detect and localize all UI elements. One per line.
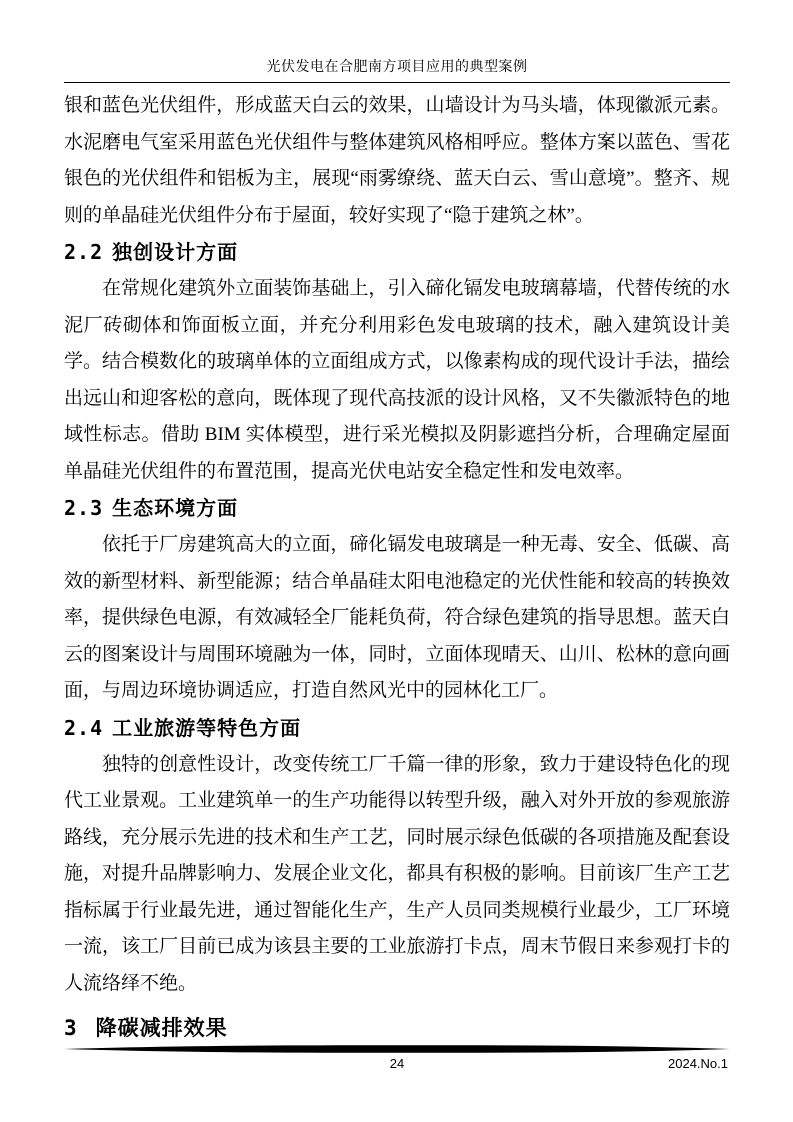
- footer-text-row: [64, 1055, 730, 1073]
- section-paragraph-2-3: 依托于厂房建筑高大的立面，碲化镉发电玻璃是一种无毒、安全、低碳、高效的新型材料、新型能源；结合单晶硅太阳电池稳定的光伏性能和较高的转换效率，提供绿色电源，有效减轻全厂能耗负荷，符合绿色建筑的指导思想。蓝天白云的图案设计与周围环境融为一体，同时，立面体现晴天、山川、松林的意向画面，与周边环境协调适应，打造自然风光中的园林化工厂。: [64, 534, 730, 701]
- section-title: 工业旅游等特色方面: [112, 717, 302, 740]
- chapter-title: 降碳减排效果: [95, 1017, 228, 1040]
- chapter-number: 3: [64, 1016, 78, 1040]
- section-heading-2-3: [64, 490, 730, 527]
- issue-label: 2024.No.1: [668, 1056, 728, 1071]
- section-heading-2-2: [64, 234, 730, 271]
- section-number: 2.3: [64, 496, 104, 520]
- page-header: [64, 57, 730, 83]
- footer-rule-bar: [64, 1044, 730, 1054]
- section-paragraph-2-4: 独特的创意性设计，改变传统工厂千篇一律的形象，致力于建设特色化的现代工业景观。工业建筑单一的生产功能得以转型升级，融入对外开放的参观旅游路线，充分展示先进的技术和生产工艺，同时展示绿色低碳的各项措施及配套设施，对提升品牌影响力、发展企业文化，都具有积极的影响。目前该厂生产工艺指标属于行业最先进，通过智能化生产，生产人员同类规模行业最少，工厂环境一流，该工厂目前已成为该县主要的工业旅游打卡点，周末节假日来参观打卡的人流络绎不绝。: [64, 753, 730, 994]
- chapter-heading-3: [64, 1008, 730, 1049]
- page-footer: [64, 1044, 730, 1073]
- header-rule: [64, 82, 730, 83]
- section-number: 2.4: [64, 715, 104, 740]
- section-title: 独创设计方面: [112, 242, 239, 264]
- page-number: 24: [389, 1056, 405, 1071]
- running-head-title: 光伏发电在合肥南方项目应用的典型案例: [266, 60, 528, 75]
- section-heading-2-4: [64, 710, 730, 747]
- page-content: [64, 88, 730, 1049]
- section-number: 2.2: [64, 240, 104, 264]
- continuation-paragraph: 银和蓝色光伏组件，形成蓝天白云的效果，山墙设计为马头墙，体现徽派元素。水泥磨电气室采用蓝色光伏组件与整体建筑风格相呼应。整体方案以蓝色、雪花银色的光伏组件和铝板为主，展现“雨雾缭绕、蓝天白云、雪山意境”。整齐、规则的单晶硅光伏组件分布于屋面，较好实现了“隐于建筑之林”。: [64, 95, 730, 226]
- section-title: 生态环境方面: [112, 498, 239, 520]
- section-paragraph-2-2: 在常规化建筑外立面装饰基础上，引入碲化镉发电玻璃幕墙，代替传统的水泥厂砖砌体和饰面板立面，并充分利用彩色发电玻璃的技术，融入建筑设计美学。结合模数化的玻璃单体的立面组成方式，以像素构成的现代设计手法，描绘出远山和迎客松的意向，既体现了现代高技派的设计风格，又不失徽派特色的地域性标志。借助 BIM 实体模型，进行采光模拟及阴影遮挡分析，合理确定屋面单晶硅光伏组件的布置范围，提高光伏电站安全稳定性和发电效率。: [64, 278, 730, 482]
